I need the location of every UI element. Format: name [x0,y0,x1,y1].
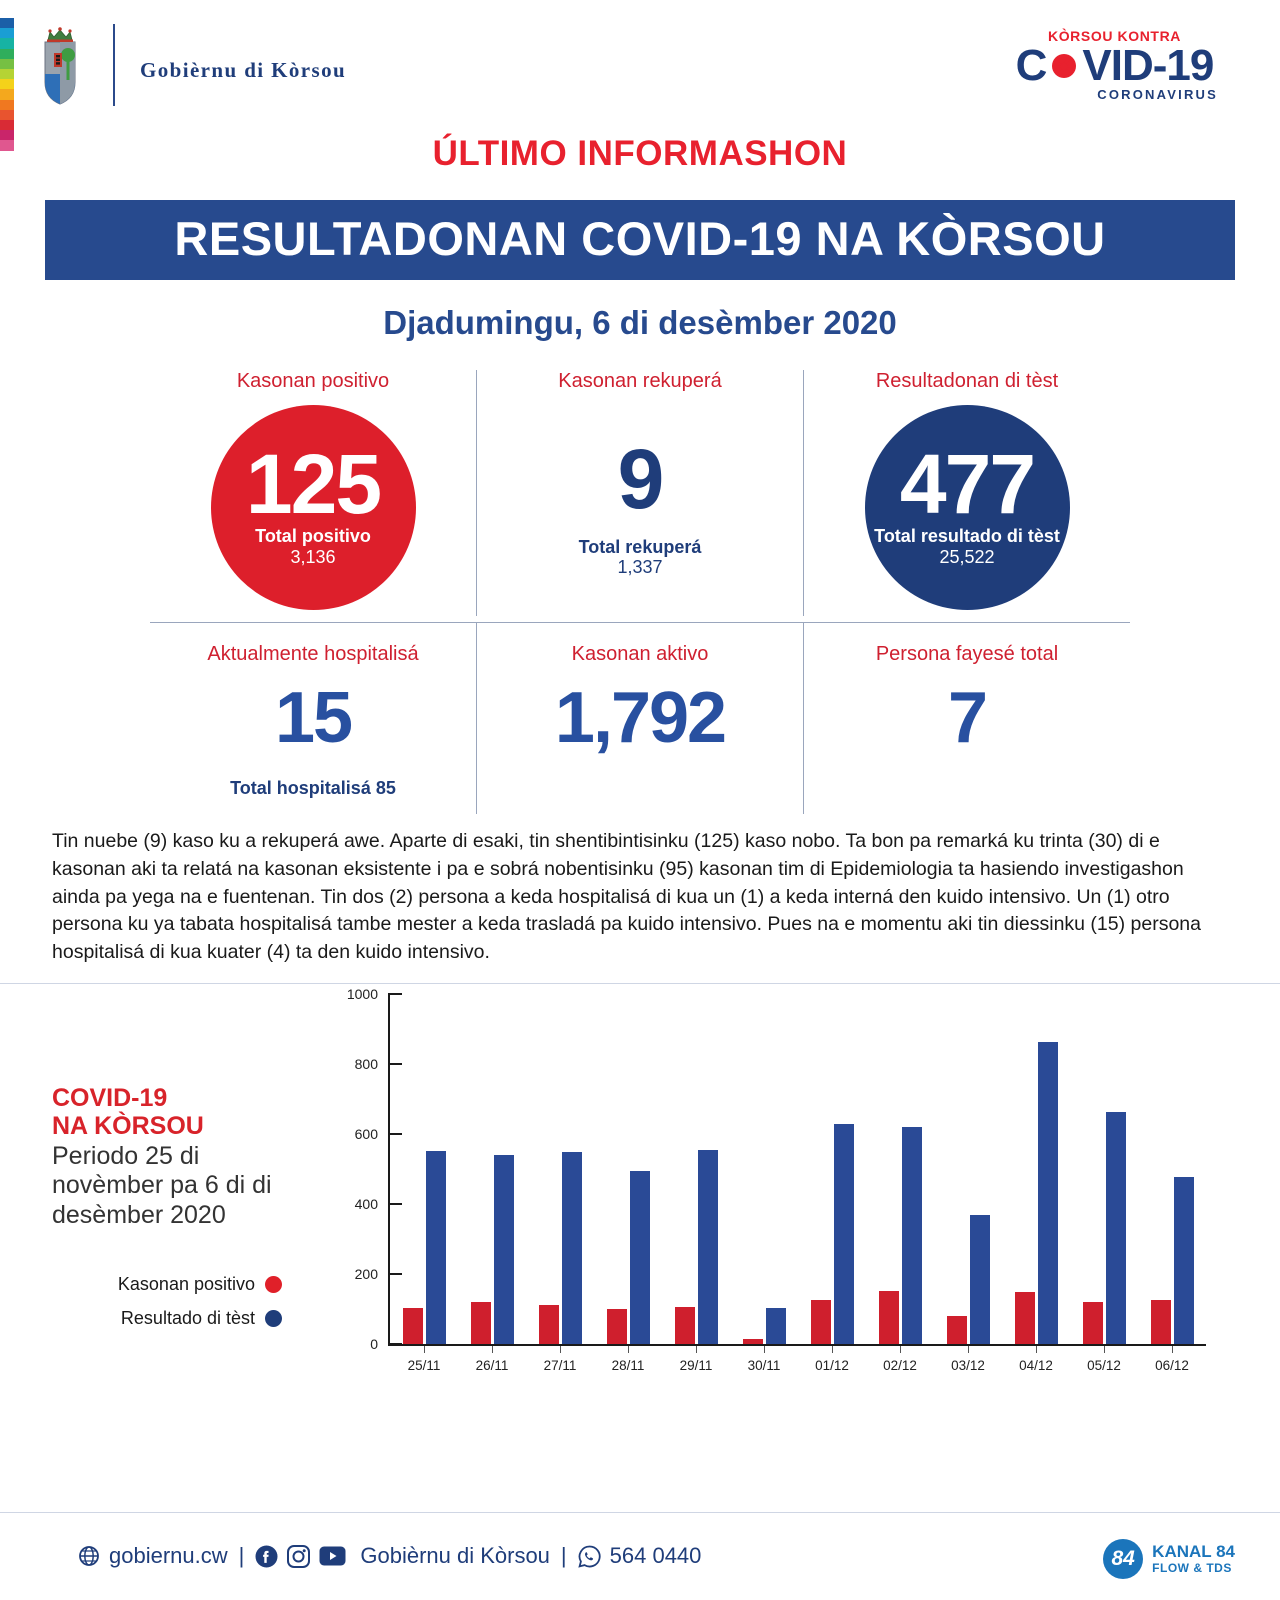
stat-value: 7 [947,678,987,758]
x-axis-tick-label: 01/12 [798,1346,866,1373]
bar [1151,1300,1171,1344]
bar [471,1302,491,1344]
x-axis-tick-label: 27/11 [526,1346,594,1373]
stat-card-test-results [804,370,1130,616]
kanal84-badge-icon: 84 [1103,1539,1143,1579]
stat-label: Kasonan aktivo [571,643,709,665]
government-name: Gobièrnu di Kòrsou [140,58,347,82]
covid19-logo [1007,28,1222,102]
stat-label: Kasonan positivo [236,370,390,392]
bar-group [866,994,934,1344]
footer-contact [78,1543,701,1569]
stat-value: 477 [899,437,1035,532]
stat-card-active-cases [477,623,804,814]
x-axis-tick-label: 03/12 [934,1346,1002,1373]
footer-phone: 564 0440 [609,1543,702,1568]
stat-circle-blue [865,405,1070,610]
virus-icon [1044,46,1084,86]
stat-value: 125 [245,437,381,532]
chart-period: Periodo 25 di novèmber pa 6 di di desèmber 2020 [52,1141,272,1229]
stat-card-deaths [804,623,1130,814]
y-axis-tick-label: 0 [370,1335,378,1352]
bar-group [798,994,866,1344]
stat-value: 1,792 [554,678,726,758]
stat-value: 15 [274,678,352,758]
x-axis-tick-label: 29/11 [662,1346,730,1373]
x-axis-tick-label: 05/12 [1070,1346,1138,1373]
bar [834,1124,854,1344]
legend-swatch-blue-icon [265,1310,282,1327]
footer-website[interactable]: gobiernu.cw [109,1543,228,1568]
bar [1106,1112,1126,1344]
bar [539,1305,559,1344]
stat-total-label: Total resultado di tèst [874,526,1060,547]
x-axis-tick-label: 04/12 [1002,1346,1070,1373]
y-axis-tick-label: 1000 [346,985,378,1002]
bar [494,1155,514,1344]
bar-group [1002,994,1070,1344]
stat-total-value: 25,522 [939,546,995,567]
stat-card-currently-hospitalized [150,623,477,814]
bar [947,1316,967,1344]
stat-total [255,526,371,566]
bar-group [1070,994,1138,1344]
bar [970,1215,990,1344]
bar-group [934,994,1002,1344]
statistics-panel [150,370,1130,814]
partner-tagline: FLOW & TDS [1152,1560,1232,1575]
y-axis-tick-label: 800 [354,1055,378,1072]
legend-item-positive [52,1274,282,1295]
chart-caption [52,1084,302,1231]
legend-swatch-red-icon [265,1276,282,1293]
bar [811,1300,831,1343]
eyebrow-heading: ÚLTIMO INFORMASHON [432,134,848,173]
bar [766,1308,786,1344]
kanal84-text [1152,1543,1235,1575]
x-axis-tick-label: 25/11 [390,1346,458,1373]
bar [698,1150,718,1344]
covid-logo-wordmark [1007,41,1222,90]
legend-label: Kasonan positivo [117,1273,255,1294]
chart-legend [52,1274,282,1342]
bar [630,1171,650,1344]
header-divider [113,24,115,106]
stat-card-positive-cases [150,370,477,616]
coat-of-arms-icon [37,22,83,106]
covid-logo-tagline: KÒRSOU KONTRA [1047,28,1182,44]
y-axis-tick-mark [388,1203,402,1205]
bar-group [594,994,662,1344]
bar [562,1152,582,1344]
footer-separator-1: | [238,1543,245,1568]
y-axis-tick-mark [388,1133,402,1135]
stat-total-label: Total rekuperá [578,537,702,558]
x-axis-tick-label: 06/12 [1138,1346,1206,1373]
globe-icon [78,1545,100,1567]
legend-label: Resultado di tèst [120,1307,255,1328]
page-header [0,0,1280,124]
stat-total [874,526,1060,566]
page-footer [0,1512,1280,1600]
bar-group [526,994,594,1344]
page-title: RESULTADONAN COVID-19 NA KÒRSOU [174,212,1106,265]
bar [743,1339,763,1344]
footer-separator-2: | [560,1543,567,1568]
partner-name: KANAL 84 [1152,1542,1235,1562]
bar [1083,1302,1103,1344]
stat-label: Aktualmente hospitalisá [207,643,419,665]
covid-logo-subtitle: CORONAVIRUS [1097,86,1218,102]
y-axis-tick-mark [388,1273,402,1275]
stripe-segment [0,130,14,140]
bar [1038,1042,1058,1344]
stats-row-primary [150,370,1130,616]
stat-footnote [804,778,1130,800]
bar-groups [390,994,1206,1344]
x-axis-tick-label: 26/11 [458,1346,526,1373]
y-axis-tick-mark [388,993,402,995]
covid-logo-c: C [1015,41,1047,90]
footer-partner-logo [1103,1539,1235,1579]
legend-item-tests [52,1308,282,1329]
y-axis-tick-label: 400 [354,1195,378,1212]
facebook-icon[interactable] [255,1545,278,1568]
x-axis-tick-label: 30/11 [730,1346,798,1373]
bar-chart [326,985,1206,1394]
stat-value: 9 [617,432,663,526]
bar [426,1151,446,1344]
bar-group [662,994,730,1344]
whatsapp-icon[interactable] [578,1545,601,1568]
stripe-segment [0,140,14,150]
stat-circle-red [211,405,416,610]
footer-social-name: Gobièrnu di Kòrsou [360,1543,550,1568]
stat-footnote [477,778,803,800]
y-axis-tick-label: 600 [354,1125,378,1142]
bar [607,1309,627,1344]
stats-row-secondary [150,623,1130,814]
bar-group [730,994,798,1344]
stat-total-value: 1,337 [617,557,663,578]
x-axis-tick-label: 28/11 [594,1346,662,1373]
stat-card-recovered-cases [477,370,804,616]
x-axis-labels [390,1346,1206,1373]
chart-section [0,983,1280,1403]
stat-total-value: 3,136 [290,546,336,567]
report-date: Djadumingu, 6 di desèmber 2020 [383,304,897,341]
bar [879,1291,899,1344]
bar-group [1138,994,1206,1344]
stat-label: Resultadonan di tèst [875,370,1059,392]
bar [1174,1177,1194,1344]
youtube-icon[interactable] [319,1546,346,1566]
bar [902,1127,922,1344]
covid-logo-rest: VID-19 [1082,41,1214,90]
bar-group [390,994,458,1344]
chart-title-line1: COVID-19 [52,1083,168,1112]
y-axis-tick-mark [388,1063,402,1065]
stat-label: Kasonan rekuperá [558,370,722,392]
stat-total [477,537,803,577]
bar [675,1307,695,1344]
y-axis [326,985,388,1352]
stat-footnote: Total hospitalisá 85 [230,778,396,799]
stat-total-label: Total positivo [255,526,371,547]
x-axis-tick-label: 02/12 [866,1346,934,1373]
stat-plain-value-block [477,405,803,578]
title-banner [45,200,1235,280]
bar [1015,1292,1035,1344]
instagram-icon[interactable] [287,1545,310,1568]
bar [403,1308,423,1344]
stat-label: Persona fayesé total [875,643,1059,665]
summary-paragraph: Tin nuebe (9) kaso ku a rekuperá awe. Aparte di esaki, tin shentibintisinku (125) kaso nobo. Ta bon pa remarká ku trinta (30) di e kasonan aki ta relatá na kasonan eksistente i pa e sobrá nobentisinku (95) kasonan tim di Epidemiologia ta hasiendo investigashon ainda pa yega na e fuentenan. Tin dos (2) persona a keda hospitalisá di kua un (1) a keda interná den kuido intensivo. Un (1) otro persona ku ya tabata hospitalisá tambe mester a keda trasladá pa kuido intensivo. Pues na e momentu aki tin diessinku (15) persona hospitalisá di kua kuater (4) ta den kuido intensivo. [52,830,1201,964]
chart-title-line2: NA KÒRSOU [52,1111,204,1140]
y-axis-tick-label: 200 [354,1265,378,1282]
y-axis-tick-mark [388,1343,402,1345]
bar-group [458,994,526,1344]
